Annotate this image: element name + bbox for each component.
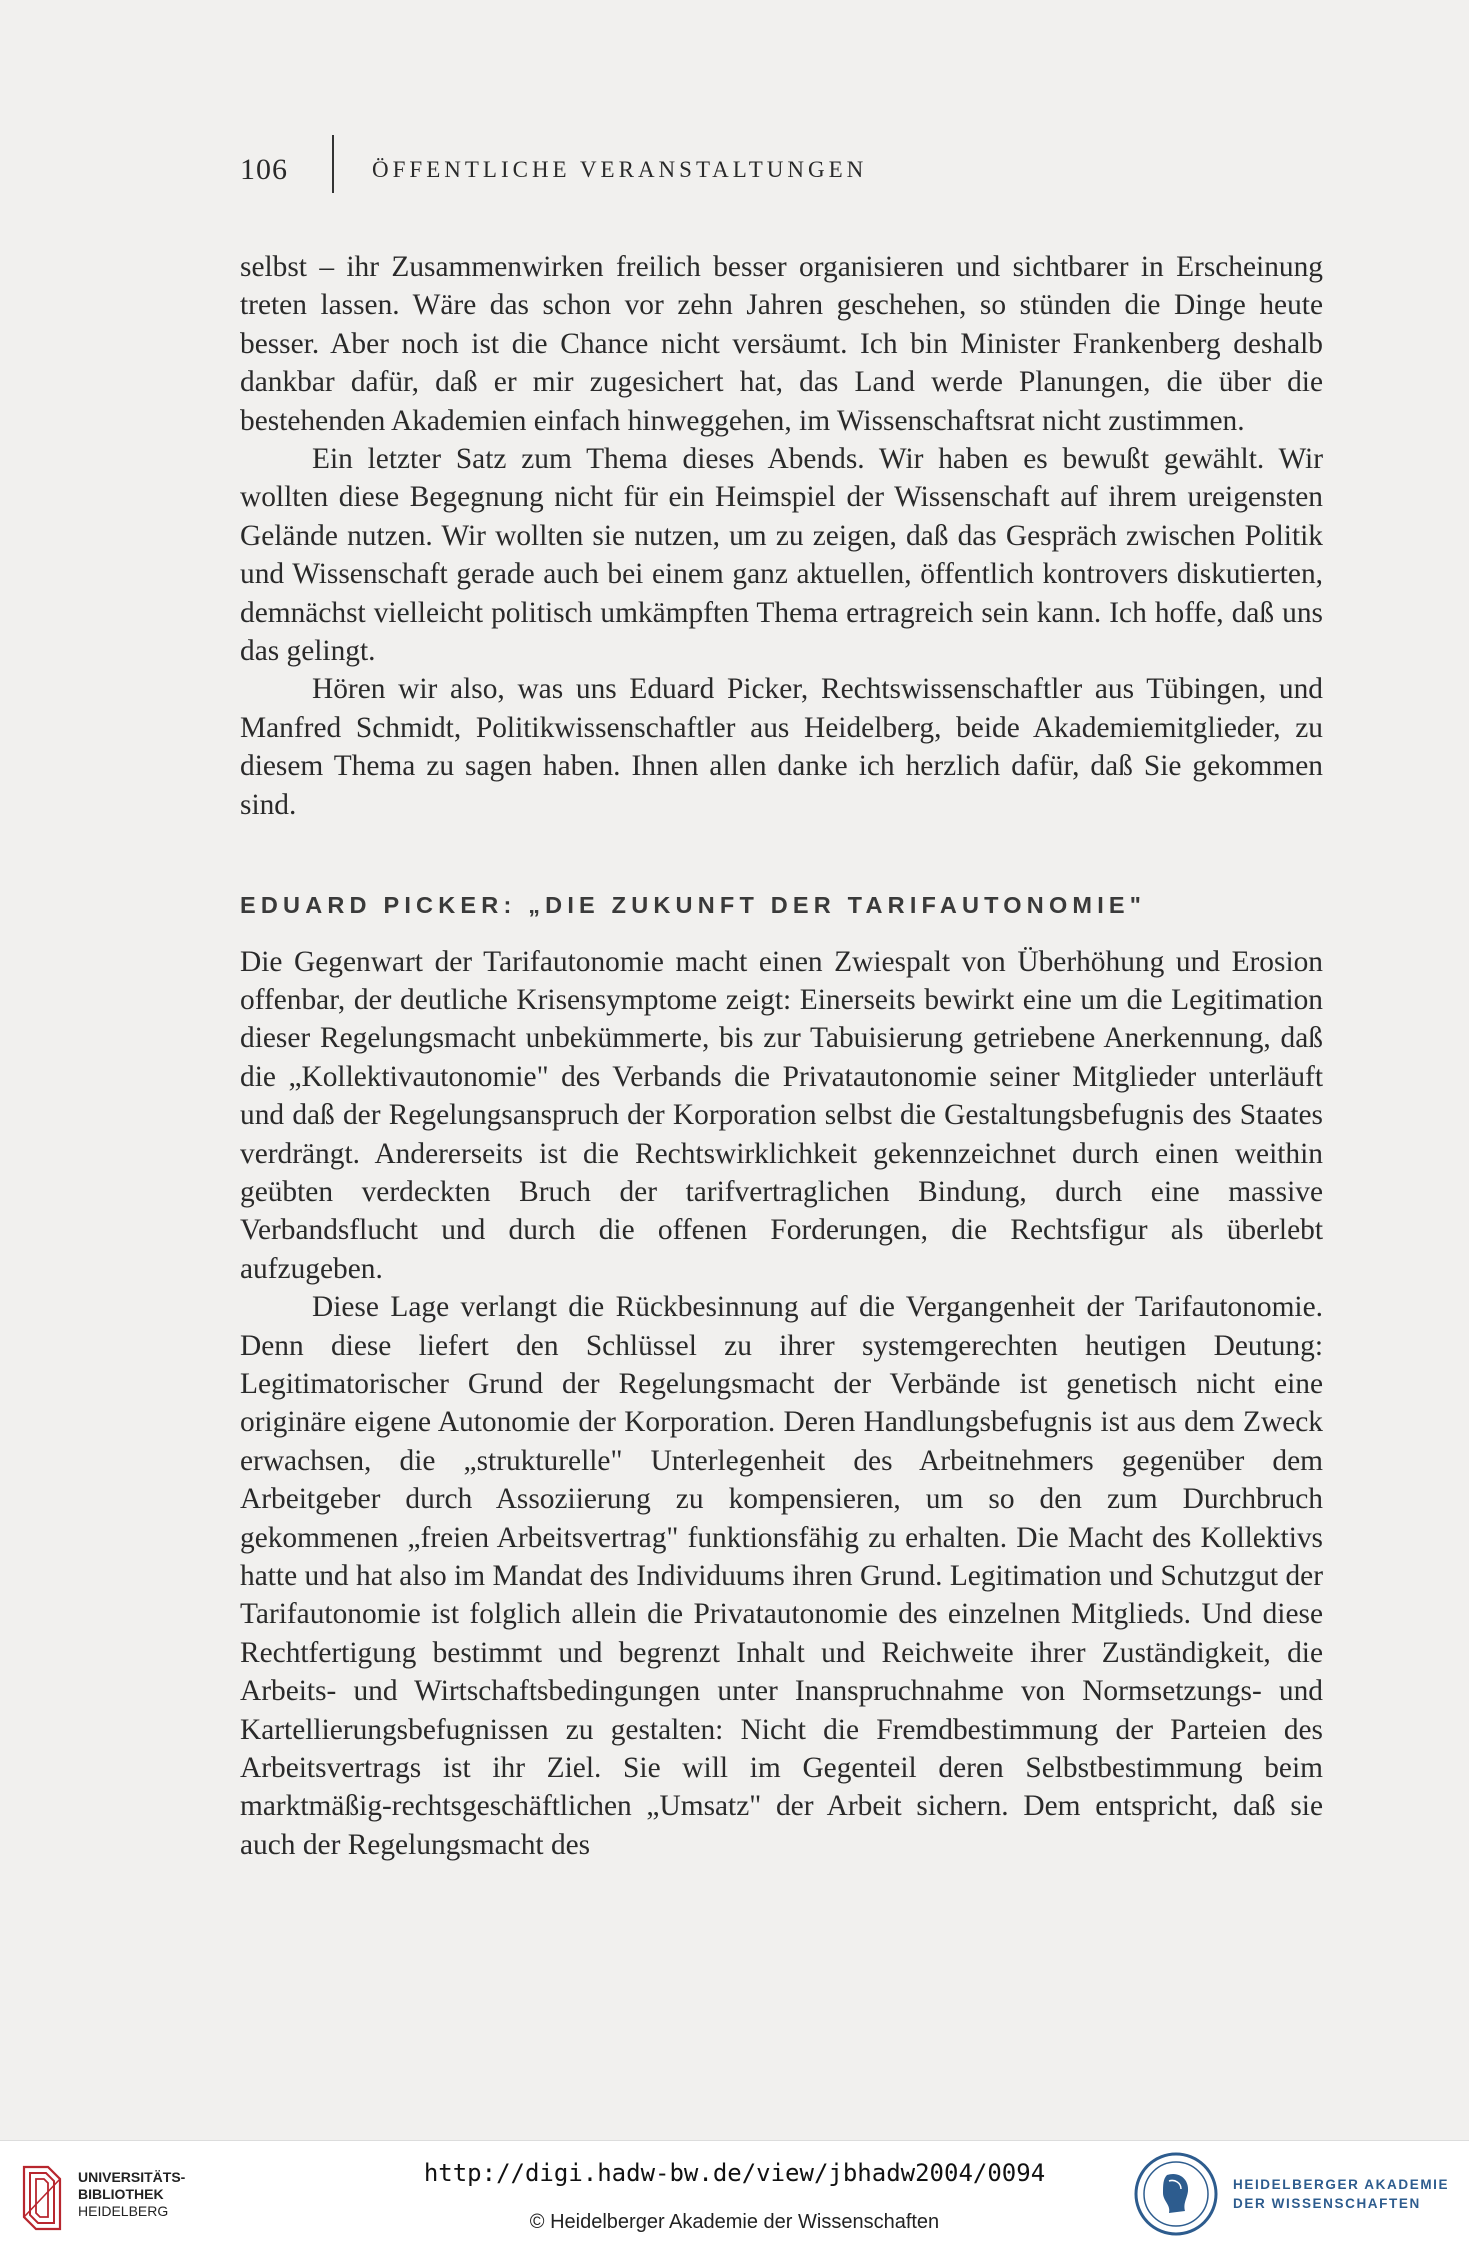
academy-name — [1233, 2175, 1449, 2213]
academy-seal-icon — [1133, 2151, 1219, 2237]
section-heading: EDUARD PICKER: „DIE ZUKUNFT DER TARIFAUTONOMIE" — [240, 892, 1147, 919]
body-text — [240, 248, 1323, 1864]
page-number: 106 — [240, 153, 288, 186]
paragraph: Die Gegenwart der Tarifautonomie macht einen Zwiespalt von Überhöhung und Erosion offenbar, der deutliche Krisensymptome zeigt: Einerseits bewirkt eine um die Legitimation dieser Regelungsmacht unbekümmerte, bis zur Tabuisierung getriebene Anerkennung, daß die „Kollektivautonomie" des Verbands die Privatautonomie seiner Mitglieder unterläuft und daß der Regelungsanspruch der Korporation selbst die Gestaltungsbefugnis des Staates verdrängt. Andererseits ist die Rechtswirklichkeit gekennzeichnet durch einen weithin geübten verdeckten Bruch der tarifvertraglichen Bindung, durch eine massive Verbandsflucht und durch die offenen Forderungen, die Rechtsfigur als überlebt aufzugeben. — [240, 945, 1323, 1285]
paragraph: Hören wir also, was uns Eduard Picker, Rechtswissenschaftler aus Tübingen, und Manfred Schmidt, Politikwissenschaftler aus Heidelberg, beide Akademiemitglieder, zu diesem Thema zu sagen haben. Ihnen allen danke ich herzlich dafür, daß Sie gekommen sind. — [240, 673, 1323, 821]
academy-line: DER WISSENSCHAFTEN — [1233, 2196, 1421, 2211]
header-divider — [332, 135, 334, 193]
footer-bar — [0, 2140, 1469, 2252]
copyright-notice: © Heidelberger Akademie der Wissenschaften — [529, 2211, 940, 2233]
running-title: ÖFFENTLICHE VERANSTALTUNGEN — [372, 157, 868, 182]
library-line: HEIDELBERG — [78, 2203, 169, 2219]
permalink-url[interactable]: http://digi.hadw-bw.de/view/jbhadw2004/0094 — [423, 2159, 1046, 2187]
running-head — [240, 150, 867, 190]
academy-logo[interactable] — [1133, 2151, 1453, 2241]
paragraph: selbst – ihr Zusammenwirken freilich besser organisieren und sichtbarer in Erscheinung treten lassen. Wäre das schon vor zehn Jahren geschehen, so stünden die Dinge heute besser. Aber noch ist die Chance nicht versäumt. Ich bin Minister Frankenberg deshalb dankbar dafür, daß er mir zugesichert hat, das Land werde Planungen, die über die bestehenden Akademien einfach hinweggehen, im Wissenschaftsrat nicht zustimmen. — [240, 251, 1323, 437]
academy-line: HEIDELBERGER AKADEMIE — [1233, 2177, 1450, 2192]
library-line: UNIVERSITÄTS- — [78, 2169, 186, 2185]
library-line: BIBLIOTHEK — [78, 2186, 164, 2202]
paragraph: Diese Lage verlangt die Rückbesinnung auf die Vergangenheit der Tarifautonomie. Denn diese liefert den Schlüssel zu ihrer systemgerechten heutigen Deutung: Legitimatorischer Grund der Regelungsmacht der Verbände ist genetisch nicht eine originäre eigene Autonomie der Korporation. Deren Handlungsbefugnis ist aus dem Zweck erwachsen, die „strukturelle" Unterlegenheit des Arbeitnehmers gegenüber dem Arbeitgeber durch Assoziierung zu kompensieren, um so den zum Durchbruch gekommenen „freien Arbeitsvertrag" funktionsfähig zu erhalten. Die Macht des Kollektivs hatte und hat also im Mandat des Individuums ihren Grund. Legitimation und Schutzgut der Tarifautonomie ist folglich allein die Privatautonomie des einzelnen Mitglieds. Und diese Rechtfertigung bestimmt und begrenzt Inhalt und Reichweite ihrer Zuständigkeit, die Arbeits- und Wirtschaftsbedingungen unter Inanspruchnahme von Normsetzungs- und Kartellierungsbefugnissen zu gestalten: Nicht die Fremdbestimmung der Parteien des Arbeitsvertrags ist ihr Ziel. Sie will im Gegenteil deren Selbstbestimmung beim marktmäßig-rechtsgeschäftlichen „Umsatz" der Arbeit sichern. Dem entspricht, daß sie auch der Regelungsmacht des — [240, 1291, 1323, 1861]
paragraph: Ein letzter Satz zum Thema dieses Abends. Wir haben es bewußt gewählt. Wir wollten diese Begegnung nicht für ein Heimspiel der Wissenschaft auf ihrem ureigensten Gelände nutzen. Wir wollten sie nutzen, um zu zeigen, daß das Gespräch zwischen Politik und Wissenschaft gerade auch bei einem ganz aktuellen, öffentlich kontrovers diskutierten, demnächst vielleicht politisch umkämpften Thema ertragreich sein kann. Ich hoffe, daß uns das gelingt. — [240, 443, 1323, 668]
